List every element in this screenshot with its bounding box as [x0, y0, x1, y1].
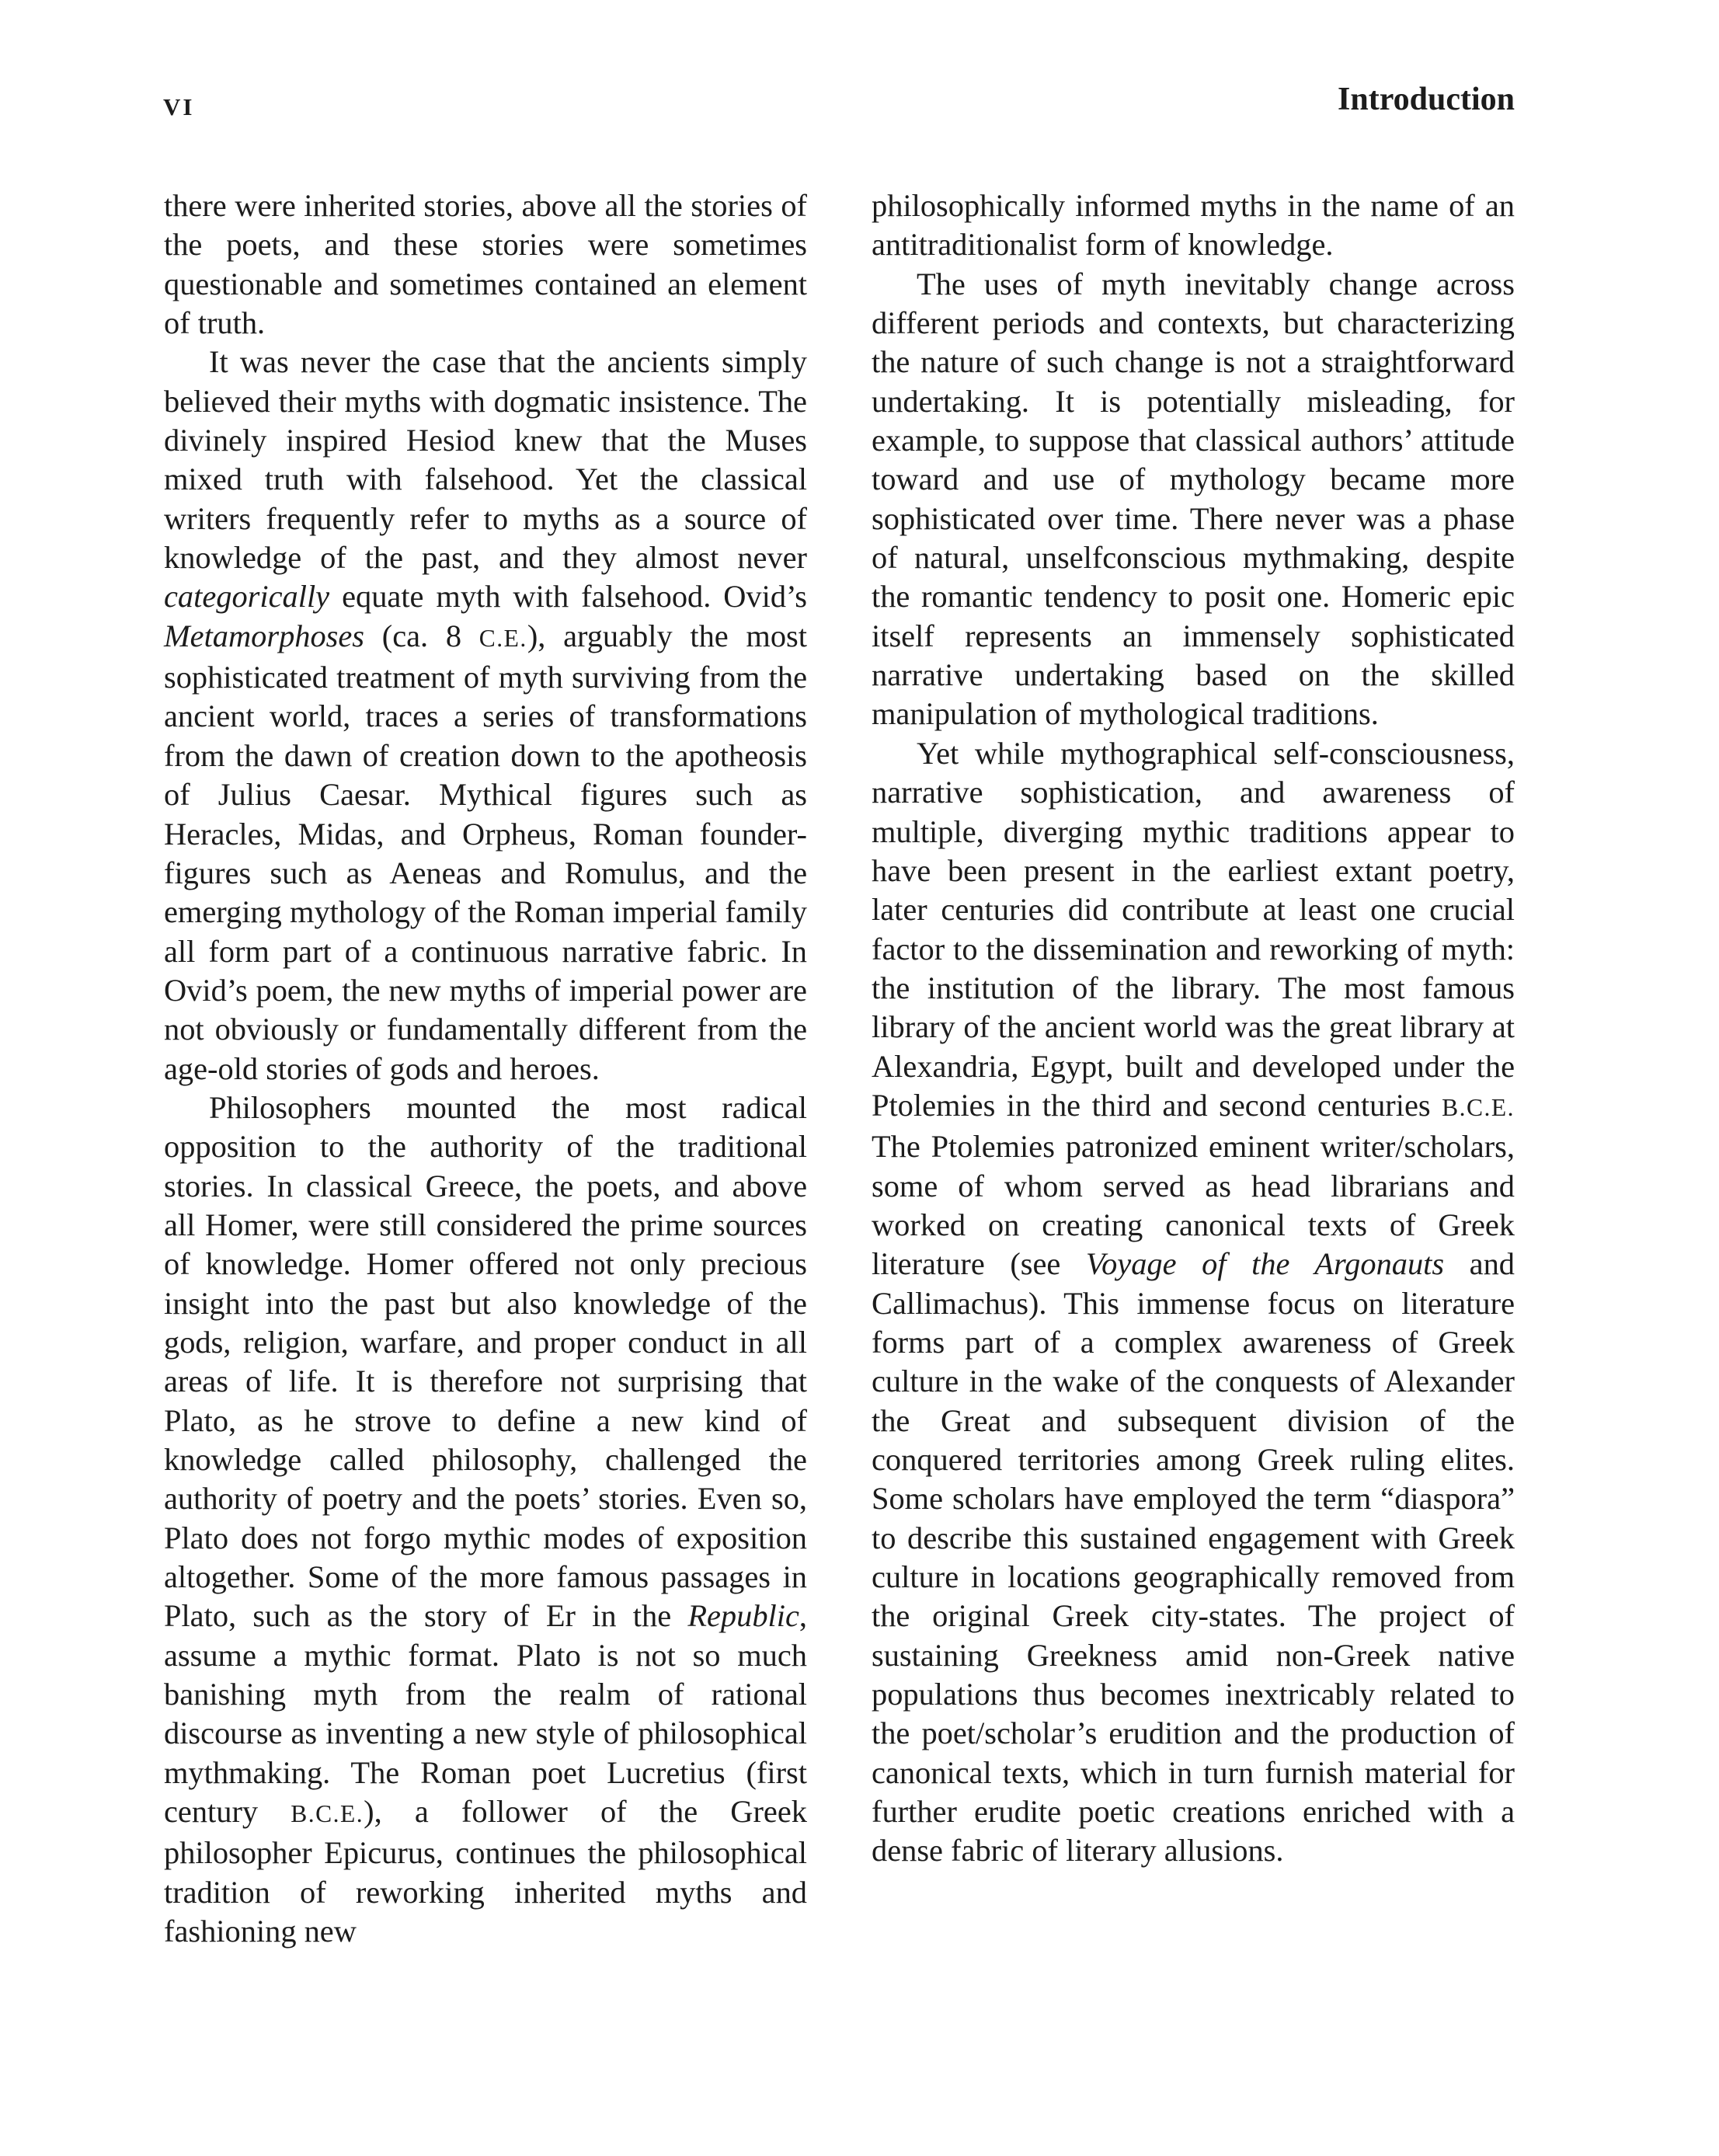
running-head: Introduction	[1338, 82, 1515, 117]
book-title: Voyage of the Argonauts	[1085, 1246, 1445, 1282]
page-number: vi	[163, 85, 195, 123]
era-abbrev: B.C.E.	[291, 1800, 364, 1828]
italic-term: categorically	[164, 579, 330, 615]
paragraph: It was never the case that the ancients simply believed their myths with dogmatic insistence. The divinely inspired Hesiod knew that the Muses mixed truth with falsehood. Yet the classical writers frequently refer to myths as a source of knowledge of the past, and they almost never categorically equate myth with falsehood. Ovid’s Metamorphoses (ca. 8 C.E.), arguably the most sophisticated treatment of myth surviving from the ancient world, traces a series of transformations from the dawn of creation down to the apotheosis of Julius Caesar. Mythical figures such as Heracles, Midas, and Orpheus, Roman founder-figures such as Aeneas and Romulus, and the emerging mythology of the Roman imperial family all form part of a continuous narrative fabric. In Ovid’s poem, the new myths of imperial power are not obviously or fundamentally different from the age-old stories of gods and heroes.	[164, 344, 807, 1086]
book-title: Republic	[687, 1598, 799, 1634]
paragraph: The uses of myth inevitably change across different periods and contexts, but characterizing the nature of such change is not a straightforward undertaking. It is potentially misleading, for example, to suppose that classical authors’ attitude toward and use of mythology became more sophisticated over time. There never was a phase of natural, unselfconscious mythmaking, despite the romantic tendency to posit one. Homeric epic itself represents an immensely sophisticated narrative undertaking based on the skilled manipulation of mythological traditions.	[872, 266, 1515, 732]
era-abbrev: B.C.E.	[1442, 1093, 1515, 1121]
paragraph: Philosophers mounted the most radical opposition to the authority of the traditional stories. In classical Greece, the poets, and above all Homer, were still considered the prime sources of knowledge. Homer offered not only precious insight into the past but also knowledge of the gods, religion, warfare, and proper conduct in all areas of life. It is therefore not surprising that Plato, as he strove to define a new kind of knowledge called philosophy, challenged the authority of poetry and the poets’ stories. Even so, Plato does not forgo mythic modes of exposition altogether. Some of the more famous passages in Plato, such as the story of Er in the Republic, assume a mythic format. Plato is not so much banishing myth from the realm of rational discourse as inventing a new style of philosophical mythmaking. The Roman poet Lucretius (first century B.C.E.), a follower of the Greek philosopher Epicurus, continues the philosophical tradition of reworking inherited myths and fashioning new	[164, 1089, 807, 1949]
paragraph: Yet while mythographical self-consciousness, narrative sophistication, and awareness of multiple, diverging mythic traditions appear to have been present in the earliest extant poetry, later centuries did contribute at least one crucial factor to the dissemination and reworking of myth: the institution of the library. The most famous library of the ancient world was the great library at Alexandria, Egypt, built and developed under the Ptolemies in the third and second centuries B.C.E. The Ptolemies patronized eminent writer/scholars, some of whom served as head librarians and worked on creating canonical texts of Greek literature (see Voyage of the Argonauts and Callimachus). This immense focus on literature forms part of a complex awareness of Greek culture in the wake of the conquests of Alexander the Great and subsequent division of the conquered territories among Greek ruling elites. Some scholars have employed the term “diaspora” to describe this sustained engagement with Greek culture in locations geographically removed from the original Greek city-states. The project of sustaining Greekness amid non-Greek native populations thus becomes inextricably related to the poet/scholar’s erudition and the production of canonical texts, which in turn furnish material for further erudite poetic creations enriched with a dense fabric of literary allusions.	[872, 735, 1515, 1869]
paragraph: there were inherited stories, above all the stories of the poets, and these stories were sometimes questionable and sometimes contained an element of truth.	[164, 188, 807, 341]
era-abbrev: C.E.	[478, 624, 527, 652]
book-title: Metamorphoses	[164, 618, 365, 653]
left-column	[164, 186, 807, 1951]
paragraph: philosophically informed myths in the name of an antitraditionalist form of knowledge.	[872, 188, 1515, 263]
right-column	[872, 186, 1515, 1871]
